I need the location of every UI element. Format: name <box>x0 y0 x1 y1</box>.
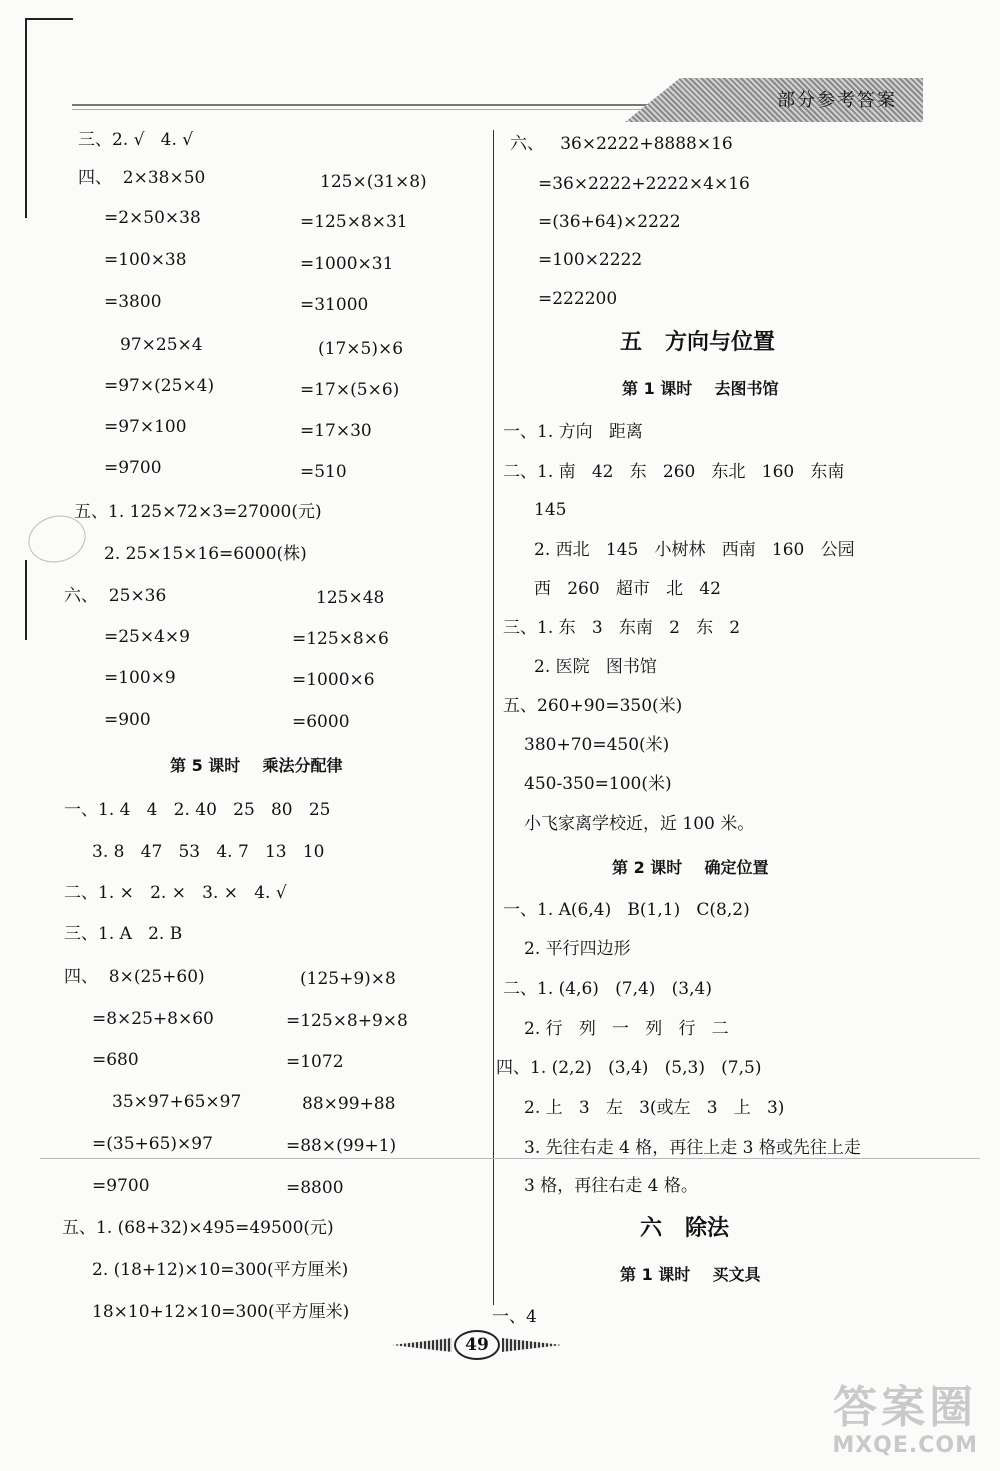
answer-line: 35×97+65×97 <box>112 1092 242 1112</box>
answer-line: =97×(25×4) <box>104 376 215 396</box>
answer-line: =1072 <box>286 1052 344 1072</box>
answer-line: 二、1. 南 42 东 260 东北 160 东南 <box>503 462 845 482</box>
section-heading: 六 除法 <box>640 1216 729 1241</box>
answer-line: 一、4 <box>492 1307 537 1327</box>
answer-line: =8×25+8×60 <box>92 1009 214 1029</box>
answer-line: =9700 <box>92 1176 150 1196</box>
answer-line: =(35+65)×97 <box>92 1134 213 1154</box>
answer-line: =1000×31 <box>300 254 394 274</box>
answer-line: 2. 医院 图书馆 <box>534 657 657 677</box>
answer-line: =2×50×38 <box>104 208 201 228</box>
answer-line: =31000 <box>300 295 369 315</box>
answer-line: 四、1. (2,2) (3,4) (5,3) (7,5) <box>496 1058 762 1078</box>
answer-line: 125×(31×8) <box>320 172 427 192</box>
answer-line: =125×8×6 <box>292 629 389 649</box>
answer-line: =88×(99+1) <box>286 1136 397 1156</box>
answer-line: 三、1. 东 3 东南 2 东 2 <box>503 618 741 638</box>
answer-line: 六、 25×36 <box>64 586 167 606</box>
answer-line: 五、1. 125×72×3=27000(元) <box>74 502 322 522</box>
answer-line: =17×30 <box>300 421 372 441</box>
answer-line: 小飞家离学校近，近 100 米。 <box>524 814 755 834</box>
answer-line: =125×8+9×8 <box>286 1011 408 1031</box>
answer-line: (17×5)×6 <box>318 339 404 359</box>
header-title: 部分参考答案 <box>777 90 897 111</box>
answer-line: 五、260+90=350(米) <box>503 696 683 716</box>
answer-line: 二、1. (4,6) (7,4) (3,4) <box>503 979 712 999</box>
answer-line: 2. 行 列 一 列 行 二 <box>524 1019 729 1039</box>
answer-line: 一、1. 方向 距离 <box>503 422 643 442</box>
column-divider <box>493 130 494 1305</box>
answer-line: 四、 2×38×50 <box>78 168 206 188</box>
answer-line: 六、 36×2222+8888×16 <box>510 134 733 154</box>
margin-mark <box>25 560 27 640</box>
answer-line: 450-350=100(米) <box>524 774 672 794</box>
answer-line: =8800 <box>286 1178 344 1198</box>
answer-line: 3 格，再往右走 4 格。 <box>524 1176 698 1196</box>
answer-line: 一、1. A(6,4) B(1,1) C(8,2) <box>503 900 750 920</box>
answer-line: 3. 8 47 53 4. 7 13 10 <box>92 842 325 862</box>
answer-line: =100×38 <box>104 250 187 270</box>
answer-line: =100×9 <box>104 668 176 688</box>
answer-line: =1000×6 <box>292 670 375 690</box>
answer-line: =36×2222+2222×4×16 <box>538 174 750 194</box>
answer-line: 145 <box>534 500 567 520</box>
answer-line: 三、2. √ 4. √ <box>78 130 194 150</box>
watermark-url: MXQE.COM <box>832 1433 978 1458</box>
answer-line: =222200 <box>538 289 618 309</box>
lesson-heading: 第 2 课时 确定位置 <box>612 858 769 877</box>
answer-line: (125+9)×8 <box>300 969 396 989</box>
answer-line: =3800 <box>104 292 162 312</box>
answer-line: =17×(5×6) <box>300 380 400 400</box>
answer-line: 2. 西北 145 小树林 西南 160 公园 <box>534 540 855 560</box>
answer-line: 2. 25×15×16=6000(株) <box>104 544 307 564</box>
answer-line: 2. (18+12)×10=300(平方厘米) <box>92 1260 349 1280</box>
lesson-heading: 第 1 课时 买文具 <box>620 1265 761 1284</box>
answer-line: 97×25×4 <box>120 335 203 355</box>
answer-line: 四、 8×(25+60) <box>64 967 205 987</box>
lesson-heading: 第 5 课时 乘法分配律 <box>170 756 343 775</box>
answer-line: =25×4×9 <box>104 627 190 647</box>
answer-line: =125×8×31 <box>300 212 408 232</box>
section-heading: 五 方向与位置 <box>620 330 775 355</box>
answer-line: =680 <box>92 1050 139 1070</box>
answer-line: =(36+64)×2222 <box>538 212 681 232</box>
answer-line: 380+70=450(米) <box>524 735 670 755</box>
footer-ornament-right-icon <box>502 1338 562 1352</box>
answer-line: =97×100 <box>104 417 187 437</box>
watermark <box>832 1382 978 1458</box>
answer-line: 18×10+12×10=300(平方厘米) <box>92 1302 350 1322</box>
answer-line: 二、1. × 2. × 3. × 4. √ <box>64 883 287 903</box>
answer-line: =6000 <box>292 712 350 732</box>
answer-line: 2. 平行四边形 <box>524 939 631 959</box>
answer-line: 五、1. (68+32)×495=49500(元) <box>62 1218 334 1238</box>
answer-line: =510 <box>300 462 347 482</box>
corner-mark-vertical <box>25 18 27 218</box>
answer-line: =100×2222 <box>538 250 643 270</box>
corner-mark-horizontal <box>25 18 73 20</box>
answer-line: =900 <box>104 710 151 730</box>
answer-line: 125×48 <box>316 588 385 608</box>
footer-ornament-left-icon <box>392 1338 452 1352</box>
answer-line: 88×99+88 <box>302 1094 396 1114</box>
answer-line: 三、1. A 2. B <box>64 924 183 944</box>
answer-line: =9700 <box>104 458 162 478</box>
answer-line: 3. 先往右走 4 格，再往上走 3 格或先往上走 <box>524 1138 861 1158</box>
page-footer <box>392 1330 562 1360</box>
answer-line: 一、1. 4 4 2. 40 25 80 25 <box>64 800 331 820</box>
watermark-logo: 答案圈 <box>833 1382 978 1433</box>
page-number: 49 <box>454 1330 500 1360</box>
lesson-heading: 第 1 课时 去图书馆 <box>622 379 779 398</box>
answer-line: 2. 上 3 左 3(或左 3 上 3) <box>524 1098 785 1118</box>
answer-line: 西 260 超市 北 42 <box>534 579 721 599</box>
